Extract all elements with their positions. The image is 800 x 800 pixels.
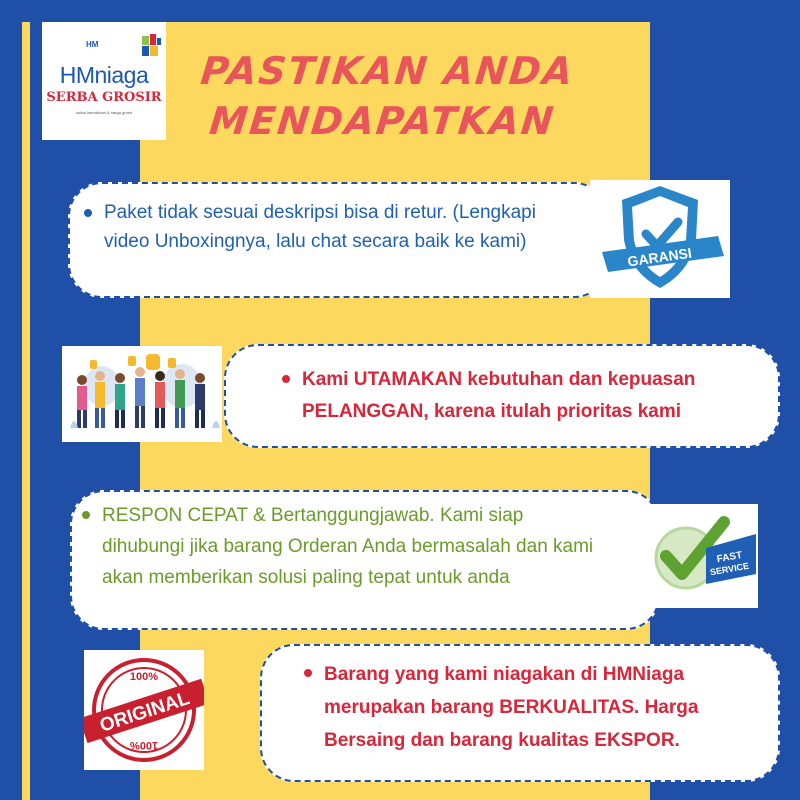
fast-service-check-icon [640, 504, 758, 608]
happy-customers-image [62, 346, 222, 442]
logo-mark-text: HM [86, 40, 99, 49]
happy-customers-thumbs-up [62, 346, 222, 442]
bubble-customer-priority [224, 344, 780, 448]
hmniaga-logo-icon [128, 32, 164, 62]
service-label: SERVICE [709, 560, 750, 578]
garansi-badge [590, 180, 730, 298]
fast-response-text: RESPON CEPAT & Bertanggungjawab. Kami siap dihubungi jika barang Orderan Anda bermasalah dan kami akan memberikan solusi paling tepat untuk anda [82, 500, 602, 593]
original-stamp [84, 650, 204, 770]
bubble-fast-response [70, 490, 660, 630]
brand-logo [42, 22, 166, 140]
logo-brand-name: HMniaga [59, 62, 149, 88]
original-stamp-icon [84, 650, 204, 770]
garansi-label: GARANSI [626, 244, 693, 270]
page-title [175, 46, 596, 146]
logo-subtitle: SERBA GROSIR [46, 90, 162, 105]
fast-label: FAST [716, 549, 744, 566]
fast-service-badge [640, 504, 758, 608]
original-label: ORIGINAL [97, 688, 193, 737]
return-policy-text: Paket tidak sesuai deskripsi bisa di retur. (Lengkapi video Unboxingnya, lalu chat secara baik ke kami) [84, 198, 564, 256]
left-stripe [22, 22, 30, 800]
title-line-1: PASTIKAN ANDA [198, 49, 577, 93]
bubble-return-policy [68, 182, 608, 298]
customer-priority-text: Kami UTAMAKAN kebutuhan dan kepuasan PELANGGAN, karena itulah prioritas kami [282, 364, 772, 428]
garansi-shield-icon [590, 180, 730, 298]
quality-text: Barang yang kami niagakan di HMNiaga merupakan barang BERKUALITAS. Harga Bersaing dan barang kualitas EKSPOR. [304, 658, 774, 757]
stamp-bottom-label: 100% [129, 739, 159, 751]
title-line-2: MENDAPATKAN [207, 99, 558, 143]
logo-tagline: solusi kebutuhan & harga grosir [75, 110, 133, 115]
bubble-quality [260, 644, 780, 782]
stamp-top-label: 100% [129, 671, 159, 683]
